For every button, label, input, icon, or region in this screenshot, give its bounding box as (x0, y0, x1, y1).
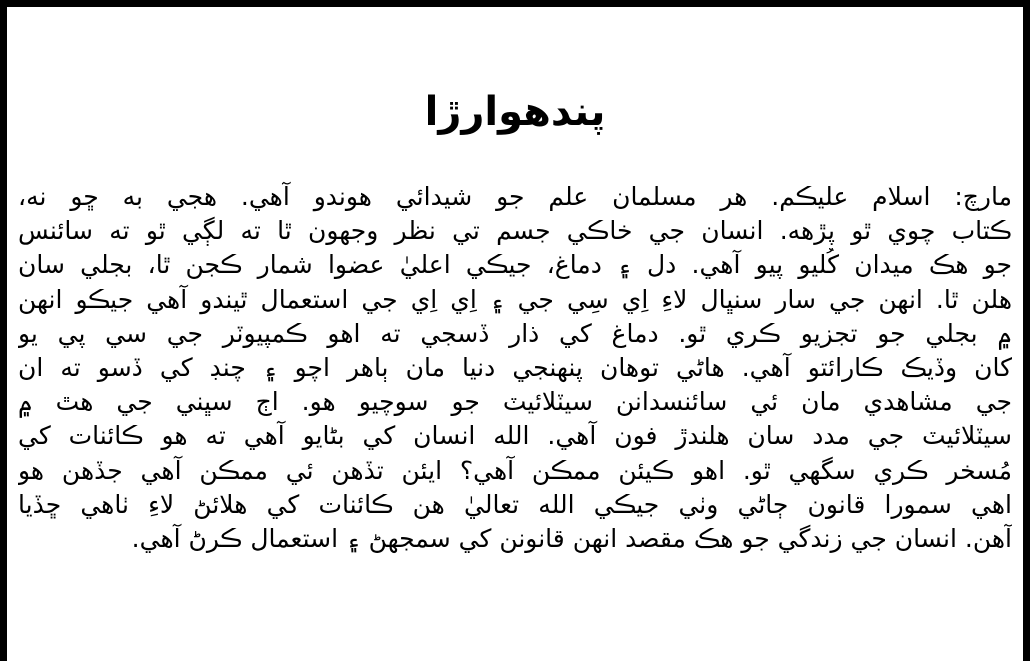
paragraph-line: ۾ بجلي جو تجزيو ڪري ٿو. دماغ کي ذار ڏسجي ته اهو ڪمپيوٽر جي سي پي يو (18, 318, 1012, 348)
paragraph-line: سيٽلائيٽ جي مدد سان هلندڙ فون آهي. الله انسان کي بڻايو آهي ته هو ڪائنات کي (18, 421, 1012, 451)
paragraph-line: هلن ٿا. انهن جي سار سنڀال لاءِ اِي سِي جي ۽ اِي اِي جي استعمال ٿيندو آهي جيڪو انهن (18, 284, 1012, 314)
document-content (18, 14, 1012, 661)
paragraph-line: اهي سمورا قانون ڄاڻي وٺي جيڪي الله تعاليٰ هن ڪائنات کي هلائڻ لاءِ ٺاهي ڇڏيا (18, 489, 1012, 519)
paragraph-line: جي مشاهدي مان ئي سائنسدانن سيٽلائيٽ جو سوچيو هو. اڄ سڀني جي هٿ ۾ (18, 387, 1012, 417)
paragraph-line: آهن. انسان جي زندگي جو هڪ مقصد انهن قانونن کي سمجهڻ ۽ استعمال ڪرڻ آهي. (131, 523, 1012, 553)
paragraph-line: کان وڏيڪ ڪارائتو آهي. هاڻي توهان پنهنجي دنيا مان ٻاهر اچو ۽ چنڊ کي ڏسو ته ان (18, 352, 1012, 382)
paragraph-line: مارچ: اسلام عليڪم. هر مسلمان علم جو شيدائي هوندو آهي. هجي به ڇو نه، (18, 182, 1012, 211)
paragraph-line: جو هڪ ميدان کُليو پيو آهي. دل ۽ دماغ، جيڪي اعليٰ عضوا شمار ڪجن ٿا، بجلي سان (18, 250, 1012, 280)
body-paragraph (18, 180, 1012, 556)
chapter-title: پندهوارڙا (424, 89, 606, 135)
paragraph-line: ڪتاب چوي ٿو پڙهه. انسان جي خاڪي جسم تي نظر وجهون ٿا ته لڳي ٿو ته سائنس (18, 216, 1012, 246)
paragraph-line: مُسخر ڪري سگهي ٿو. اهو ڪيئن ممڪن آهي؟ ايئن تڏهن ئي ممڪن آهي جڏهن هو (18, 455, 1012, 485)
